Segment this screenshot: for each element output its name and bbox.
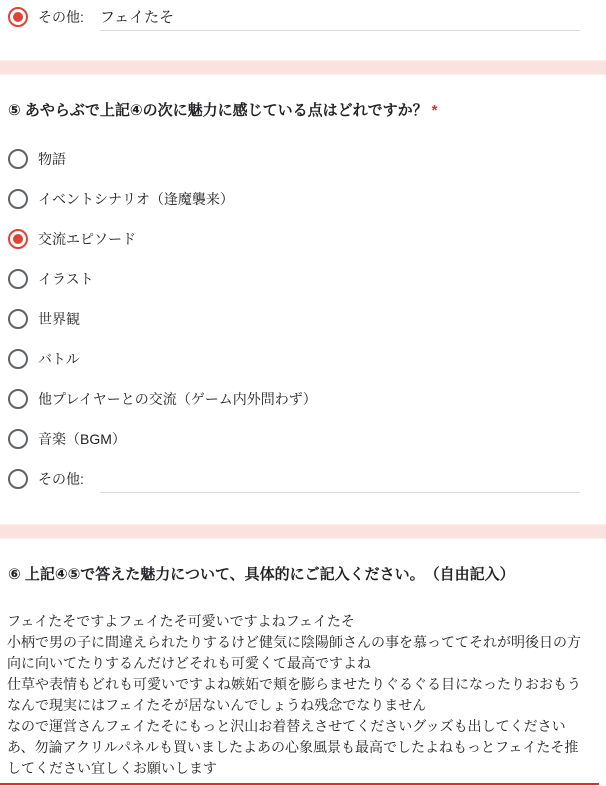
answer-text-line: なので運営さんフェイたそにもっと沢山お着替えさせてくださいグッズも出してください (7, 718, 566, 734)
answer-text-line: なんで現実にはフェイたそが居ないんでしょうね残念でなりません (7, 697, 427, 713)
radio-option-row[interactable] (0, 259, 606, 299)
radio-unselected-icon[interactable] (8, 389, 28, 409)
answer-text-line: してください宜しくお願いします (7, 760, 217, 776)
answer-text-line: 仕草や表情もどれも可愛いですよね嫉妬で頬を膨らませたりぐるぐる目になったりおおもう (7, 676, 581, 692)
radio-option-row[interactable] (0, 299, 606, 339)
radio-selected-icon[interactable] (8, 7, 28, 27)
radio-option-label: バトル (38, 351, 80, 367)
answer-text-line: あ、勿論アクリルパネルも買いましたよあの心象風景も最高でしたよねもっとフェイたそ推 (7, 739, 579, 755)
radio-option-label: 音楽（BGM） (38, 431, 126, 447)
answer-text-line: 小柄で男の子に間違えられたりするけど健気に陰陽師さんの事を慕っててそれが明後日の方 (7, 634, 581, 650)
radio-option-row[interactable] (0, 179, 606, 219)
question5-title (8, 101, 598, 121)
radio-option-row[interactable] (0, 139, 606, 179)
question6-title: ⑥ 上記④⑤で答えた魅力について、具体的にご記入ください。 （自由記入） (8, 566, 515, 583)
answer-text-line: 向に向いてたりするんだけどそれも可愛くて最高ですよね (7, 655, 371, 671)
radio-option-row[interactable] (0, 339, 606, 379)
section-divider-bar (0, 524, 606, 539)
required-asterisk: * (431, 102, 438, 119)
other-option-input[interactable] (100, 465, 580, 493)
other-option-input[interactable]: フェイたそ (100, 3, 580, 31)
radio-option-row[interactable] (0, 379, 606, 419)
answer-text-line: フェイたそですよフェイたそ可愛いですよねフェイたそ (7, 613, 355, 629)
section-divider-bar (0, 60, 606, 75)
radio-option-label: 世界観 (38, 311, 80, 327)
radio-option-label: イベントシナリオ（逢魔襲来） (38, 191, 234, 207)
question5-options-list (0, 139, 606, 499)
radio-unselected-icon[interactable] (8, 429, 28, 449)
radio-unselected-icon[interactable] (8, 309, 28, 329)
question6-block (0, 565, 606, 785)
other-option-row[interactable] (0, 2, 606, 32)
question5-title-text: ⑤ あやらぶで上記④の次に魅力に感じている点はどれですか？ (8, 102, 428, 119)
radio-unselected-icon[interactable] (8, 269, 28, 289)
radio-unselected-icon[interactable] (8, 469, 28, 489)
radio-option-label: 交流エピソード (38, 231, 136, 247)
radio-unselected-icon[interactable] (8, 189, 28, 209)
radio-selected-icon[interactable] (8, 229, 28, 249)
long-answer-textarea[interactable] (0, 611, 599, 785)
radio-option-label: 他プレイヤーとの交流（ゲーム内外問わず） (38, 391, 317, 407)
radio-unselected-icon[interactable] (8, 149, 28, 169)
radio-option-label: イラスト (38, 271, 94, 287)
radio-option-row[interactable] (0, 459, 606, 499)
radio-unselected-icon[interactable] (8, 349, 28, 369)
radio-option-row[interactable] (0, 219, 606, 259)
question5-block (0, 101, 606, 499)
other-option-label: その他: (38, 9, 84, 25)
radio-option-label: その他: (38, 471, 84, 487)
radio-option-label: 物語 (38, 151, 66, 167)
radio-option-row[interactable] (0, 419, 606, 459)
